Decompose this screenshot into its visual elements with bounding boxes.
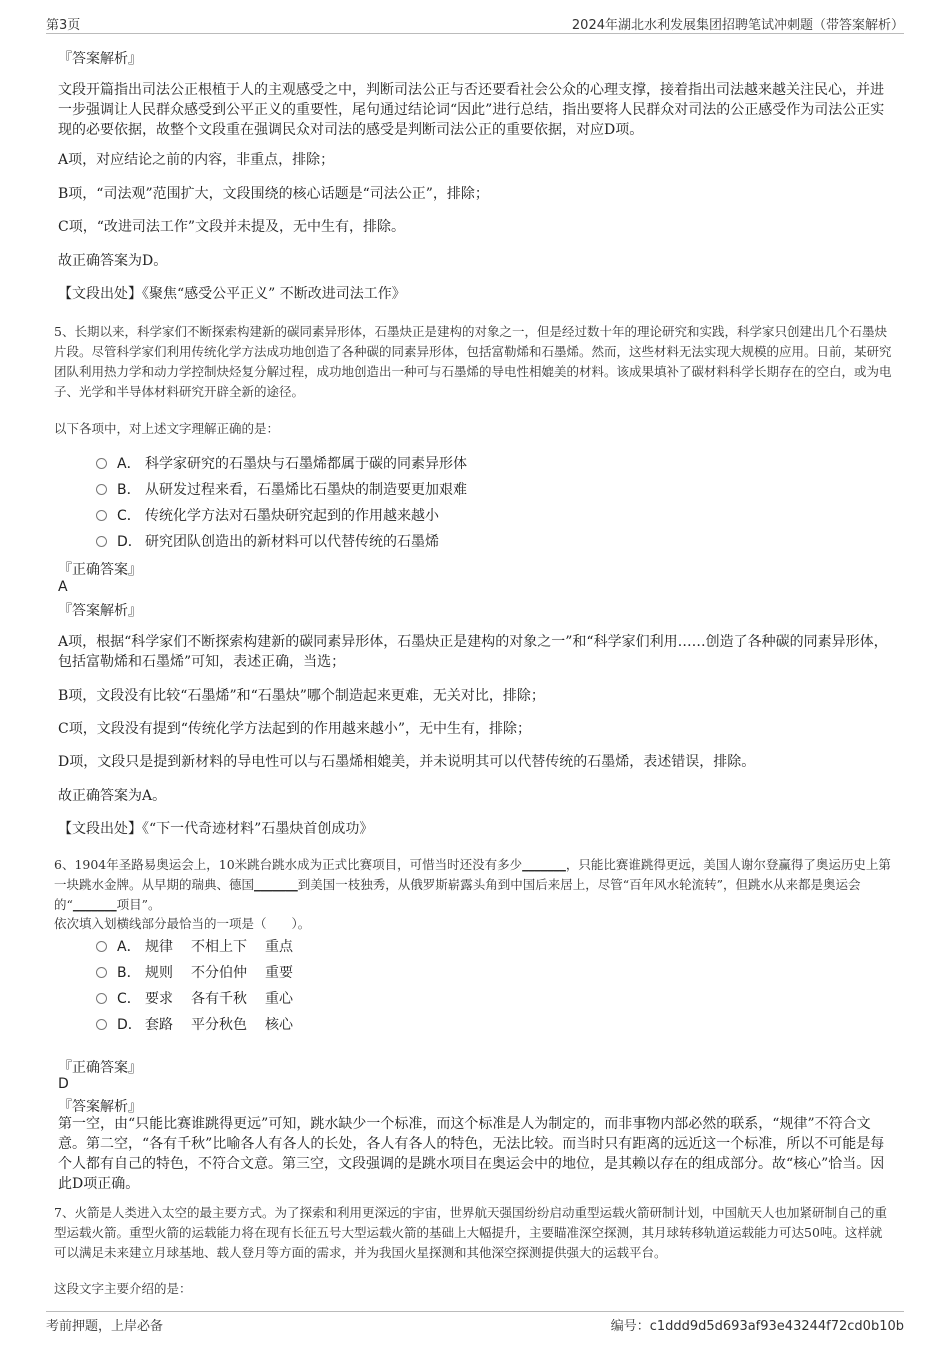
q5-answer: A — [58, 579, 68, 595]
q4-option-b-note: B项，“司法观”范围扩大，文段围绕的核心话题是“司法公正”，排除； — [58, 186, 489, 202]
q5-option-c[interactable]: C． 传统化学方法对石墨炔研究起到的作用越来越小 — [96, 506, 439, 526]
header-divider — [46, 33, 904, 34]
radio-icon[interactable] — [96, 458, 107, 469]
q4-analysis-text: 文段开篇指出司法公正根植于人的主观感受之中，判断司法公正与否还要看社会公众的心理支撑，接着指出司法越来越关注民心，并进一步强调让人民群众感受到公平正义的重要性，尾句通过结论词“因此”进行总结，指出要将人民群众对司法的公正感受作为司法公正实现的必要依据，故整个文段重在强调民众对司法的感受是判断司法公正的重要依据，对应D项。 — [58, 82, 885, 138]
document-id: 编号：c1ddd9d5d693af93e43244f72cd0b10b — [610, 1319, 904, 1334]
footer-slogan: 考前押题，上岸必备 — [46, 1319, 164, 1334]
q5-option-d-note: D项，文段只是提到新材料的导电性可以与石墨烯相媲美，并未说明其可以代替传统的石墨烯，表述错误，排除。 — [58, 754, 756, 770]
q5-option-a[interactable]: A． 科学家研究的石墨炔与石墨烯都属于碳的同素异形体 — [96, 454, 467, 474]
q5-option-d[interactable]: D． 研究团队创造出的新材料可以代替传统的石墨烯 — [96, 532, 439, 552]
page-header — [46, 14, 904, 34]
page-number: 第3页 — [46, 18, 81, 33]
q6-answer: D — [58, 1076, 69, 1092]
blank-2: _______ — [254, 877, 298, 892]
radio-icon[interactable] — [96, 510, 107, 521]
q5-option-b-note: B项，文段没有比较“石墨烯”和“石墨炔”哪个制造起来更难，无关对比，排除； — [58, 688, 545, 704]
q6-option-d[interactable]: D． 套路 平分秋色 核心 — [96, 1015, 311, 1035]
q4-analysis-bracket: 『答案解析』 — [58, 51, 142, 67]
radio-icon[interactable] — [96, 941, 107, 952]
q7-stem: 7、火箭是人类进入太空的最主要方式。为了探索和利用更深远的宇宙，世界航天强国纷纷启动重型运载火箭研制计划，中国航天人也加紧研制自己的重型运载火箭。重型火箭的运载能力将在现有长征五号大型运载火箭的基础上大幅提升，主要瞄准深空探测，其月球转移轨道运载能力可达50吨。这样就可以满足未来建立月球基地、载人登月等方面的需求，并为我国火星探测和其他深空探测提供强大的运载平台。 — [54, 1205, 887, 1260]
q5-option-c-note: C项，文段没有提到“传统化学方法起到的作用越来越小”，无中生有，排除； — [58, 721, 532, 737]
q4-conclusion: 故正确答案为D。 — [58, 253, 168, 269]
radio-icon[interactable] — [96, 536, 107, 547]
q6-analysis-text: 第一空，由“只能比赛谁跳得更远”可知，跳水缺少一个标准，而这个标准是人为制定的，而非事物内部必然的联系，“规律”不符合文意。第二空，“各有千秋”比喻各人有各人的长处，各人有各人的特色，无法比较。而当时只有距离的远近这一个标准，所以不可能是每个人都有自己的特色，不符合文意。第三空，文段强调的是跳水项目在奥运会中的地位，是其赖以存在的组成部分。故“核心”恰当。因此D项正确。 — [58, 1116, 885, 1192]
footer-divider — [46, 1311, 904, 1312]
document-title: 2024年湖北水利发展集团招聘笔试冲刺题（带答案解析） — [571, 18, 904, 33]
page-footer — [46, 1315, 904, 1333]
q5-conclusion: 故正确答案为A。 — [58, 788, 167, 804]
q5-option-b[interactable]: B． 从研发过程来看，石墨烯比石墨炔的制造要更加艰难 — [96, 480, 467, 500]
q6-option-c[interactable]: C． 要求 各有千秋 重心 — [96, 989, 311, 1009]
q6-option-a[interactable]: A． 规律 不相上下 重点 — [96, 937, 311, 957]
q5-question: 以下各项中，对上述文字理解正确的是： — [54, 421, 280, 436]
q4-option-a-note: A项，对应结论之前的内容，非重点，排除； — [58, 152, 335, 168]
q5-source: 【文段出处】《“下一代奇迹材料”石墨炔首创成功》 — [58, 821, 374, 837]
q6-option-b[interactable]: B． 规则 不分伯仲 重要 — [96, 963, 311, 983]
radio-icon[interactable] — [96, 484, 107, 495]
q6-question: 依次填入划横线部分最恰当的一项是（ ）。 — [54, 916, 311, 931]
q6-analysis-bracket: 『答案解析』 — [58, 1099, 142, 1115]
q5-answer-bracket: 『正确答案』 — [58, 562, 142, 578]
q5-stem: 5、长期以来，科学家们不断探索构建新的碳同素异形体，石墨炔正是建构的对象之一，但是经过数十年的理论研究和实践，科学家只创建出几个石墨炔片段。尽管科学家们利用传统化学方法成功地创造了各种碳的同素异形体，包括富勒烯和石墨烯。然而，这些材料无法实现大规模的应用。日前，某研究团队利用热力学和动力学控制炔烃复分解过程，成功地创造出一种可与石墨烯的导电性相媲美的材料。该成果填补了碳材料科学长期存在的空白，或为电子、光学和半导体材料研究开辟全新的途径。 — [54, 324, 892, 399]
q6-stem: 6、1904年圣路易奥运会上，10米跳台跳水成为正式比赛项目，可惜当时还没有多少_______，只能比赛谁跳得更远，美国人谢尔登赢得了奥运历史上第一块跳水金牌。从早期的瑞典、德国_______到美国一枝独秀，从俄罗斯崭露头角到中国后来居上，尽管“百年风水轮流转”，但跳水从来都是奥运会的“_______项目”。 — [54, 857, 891, 912]
radio-icon[interactable] — [96, 1019, 107, 1030]
q7-question: 这段文字主要介绍的是： — [54, 1281, 192, 1296]
q5-analysis-bracket: 『答案解析』 — [58, 603, 142, 619]
q4-option-c-note: C项，“改进司法工作”文段并未提及，无中生有，排除。 — [58, 219, 406, 235]
radio-icon[interactable] — [96, 993, 107, 1004]
blank-1: _______ — [522, 857, 566, 872]
radio-icon[interactable] — [96, 967, 107, 978]
q5-option-a-note: A项，根据“科学家们不断探索构建新的碳同素异形体，石墨炔正是建构的对象之一”和“科学家们利用……创造了各种碳的同素异形体，包括富勒烯和石墨烯”可知，表述正确，当选； — [58, 634, 888, 670]
blank-3: _______ — [72, 897, 117, 912]
q6-answer-bracket: 『正确答案』 — [58, 1060, 142, 1076]
q4-source: 【文段出处】《聚焦“感受公平正义” 不断改进司法工作》 — [58, 286, 406, 302]
